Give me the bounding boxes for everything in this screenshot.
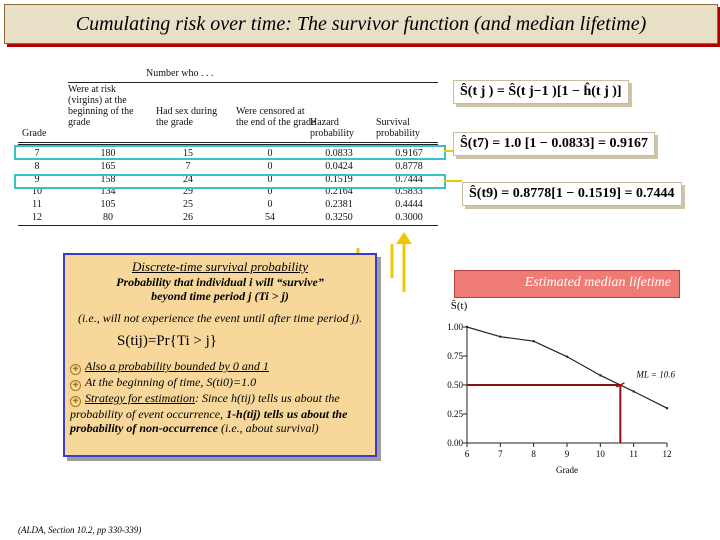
table-cell: 0.4444: [395, 199, 423, 211]
x-tick-label: 6: [464, 449, 470, 459]
table-cell: 0.3000: [395, 212, 423, 223]
formula-grade7: Ŝ(t7) = 1.0 [1 − 0.0833] = 0.9167: [453, 132, 655, 156]
table-super-header: Number who . . .: [146, 68, 214, 79]
table-cell: 0.8778: [395, 160, 423, 172]
y-tick-label: 0.00: [447, 438, 463, 448]
definition-line-2: beyond time period j (Ti > j): [151, 289, 289, 303]
median-annotation: ML = 10.6: [636, 369, 675, 380]
survival-point: [599, 374, 601, 376]
table-cell: 9: [34, 173, 40, 185]
survival-point: [632, 390, 634, 392]
table-cell: 180: [100, 148, 116, 159]
col-header-survival: Survival probability: [376, 117, 420, 139]
table-cell: 26: [183, 212, 193, 223]
table-cell: 0.0424: [325, 160, 353, 172]
table-cell: 29: [183, 186, 193, 198]
survival-equation: S(tij)=Pr{Ti > j}: [117, 333, 217, 349]
table-cell: 0.0833: [325, 148, 353, 159]
table-cell: 0: [267, 173, 273, 185]
col-header-censored: Were censored at the end of the grade: [236, 106, 316, 128]
table-cell: 7: [34, 148, 40, 159]
x-tick-label: 9: [564, 449, 570, 459]
survival-line: [467, 327, 667, 408]
table-cell: 158: [100, 173, 116, 185]
table-cell: 0.2381: [325, 199, 353, 211]
strategy-text-b: 1-h(tij) tells us about the probability of non-occurrence: [70, 407, 348, 435]
col-header-grade: Grade: [22, 128, 47, 139]
col-header-had-sex: Had sex during the grade: [156, 106, 218, 128]
table-cell: 0: [267, 199, 273, 211]
table-cell: 0.3250: [325, 212, 353, 223]
x-tick-label: 12: [662, 449, 672, 459]
col-header-hazard: Hazard probability: [310, 117, 354, 139]
x-tick-label: 11: [629, 449, 639, 459]
survival-point: [666, 407, 668, 409]
y-axis-label: Ŝ(t): [450, 300, 468, 312]
table-cell: 80: [103, 212, 113, 223]
survival-point: [566, 355, 568, 357]
bullet-icon: ✚: [70, 396, 81, 407]
table-cell: 0.1519: [325, 173, 353, 185]
table-cell: 0: [267, 148, 273, 159]
table-cell: 0.9167: [395, 148, 423, 159]
definition-line-1: Probability that individual i will “survive”: [116, 275, 324, 289]
table-cell: 0.7444: [395, 173, 423, 185]
formula-general: Ŝ(t j ) = Ŝ(t j−1 )[1 − ĥ(t j )]: [453, 80, 629, 104]
formula-grade9: Ŝ(t9) = 0.8778[1 − 0.1519] = 0.7444: [462, 182, 682, 206]
median-label: Estimated median lifetime: [524, 275, 671, 290]
y-tick-label: 0.50: [447, 380, 463, 390]
bullet-beginning-text: At the beginning of time, S(ti0)=1.0: [85, 375, 257, 389]
table-cell: 0: [267, 160, 273, 172]
definition-line-3: (i.e., will not experience the event until after time period j).: [78, 311, 362, 325]
source-citation: (ALDA, Section 10.2, pp 330-339): [18, 525, 142, 535]
table-cell: 10: [32, 186, 42, 198]
strategy-label: Strategy for estimation: [85, 391, 195, 405]
info-heading: Discrete-time survival probability: [132, 259, 308, 274]
table-cell: 0.2164: [325, 186, 353, 198]
table-cell: 0.5833: [395, 186, 423, 198]
table-cell: 165: [100, 160, 116, 172]
survival-point: [532, 340, 534, 342]
table-cell: 54: [265, 212, 275, 223]
table-cell: 8: [34, 160, 40, 172]
y-tick-label: 0.75: [447, 351, 463, 361]
col-header-at-risk: Were at risk (virgins) at the beginning of the grade: [68, 84, 134, 128]
bullet-icon: ✚: [70, 364, 81, 375]
x-tick-label: 10: [595, 449, 605, 459]
table-cell: 134: [100, 186, 116, 198]
survival-point: [466, 326, 468, 328]
table-cell: 15: [183, 148, 193, 159]
bullet-bounded-text: Also a probability bounded by 0 and 1: [85, 359, 269, 373]
x-tick-label: 7: [498, 449, 503, 459]
table-cell: 24: [183, 173, 193, 185]
table-cell: 105: [100, 199, 116, 211]
table-cell: 12: [32, 212, 42, 223]
bullet-icon: ✚: [70, 380, 81, 391]
page-title: Cumulating risk over time: The survivor function (and median lifetime): [75, 13, 647, 35]
strategy-text-c: (i.e., about survival): [218, 421, 319, 435]
table-cell: 11: [32, 199, 42, 211]
survival-point: [499, 335, 501, 337]
strategy-text-a: : Since h(tij) tells us about the probability of event occurrence,: [70, 391, 340, 421]
table-cell: 7: [185, 160, 191, 172]
y-tick-label: 1.00: [447, 322, 463, 332]
x-tick-label: 8: [531, 449, 536, 459]
table-cell: 25: [183, 199, 193, 211]
y-tick-label: 0.25: [447, 409, 463, 419]
table-cell: 0: [267, 186, 273, 198]
x-axis-label: Grade: [556, 465, 578, 475]
